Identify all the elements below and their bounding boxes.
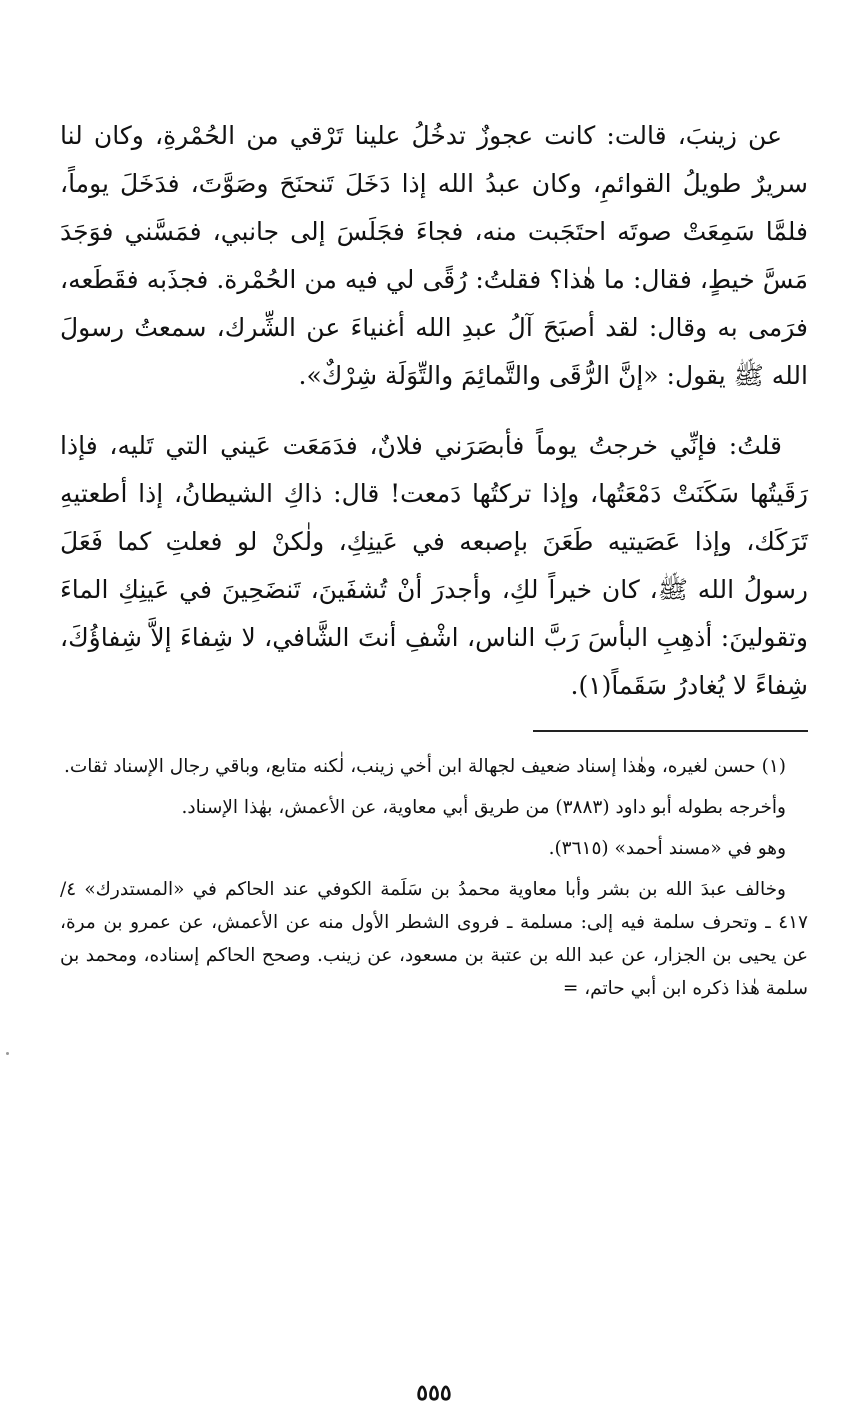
footnote-1: (١) حسن لغيره، وهٰذا إسناد ضعيف لجهالة ابن أخي زينب، لٰكنه متابع، وباقي رجال الإسناد ثقات. [63, 756, 786, 777]
footnote-paragraph-2: وأخرجه بطوله أبو داود (٣٨٨٣) من طريق أبي معاوية، عن الأعمش، بهٰذا الإسناد. [181, 797, 786, 818]
footnote-paragraph-3: وهو في «مسند أحمد» (٣٦١٥). [548, 838, 786, 859]
footnote-paragraph-4: وخالف عبدَ الله بن بشر وأبا معاوية محمدُ بن سَلَمة الكوفي عند الحاكم في «المستدرك» ٤/ ٤١٧ ـ وتحرف سلمة فيه إلى: مسلمة ـ فروى الشطر الأول منه عن الأعمش، عن عمرو بن مرة، عن يحيى بن الجزار، عن عبد الله بن عتبة بن مسعود، عن زينب. وصحح الحاكم إسناده، ومحمد بن سلمة هٰذا ذكره ابن أبي حاتم، = [60, 879, 808, 999]
main-paragraph-2: قلتُ: فإنِّي خرجتُ يوماً فأبصَرَني فلانٌ، فدَمَعَت عَيني التي تَليه، فإذا رَقَيتُها سَكَنَتْ دَمْعَتُها، وإذا تركتُها دَمعت! قال: ذاكِ الشيطانُ، إذا أطعتيهِ تَرَكَك، وإذا عَصَيتيه طَعَنَ بإصبعه في عَينِكِ، ولٰكنْ لو فعلتِ كما فَعَلَ رسولُ الله ﷺ، كان خيراً لكِ، وأجدرَ أنْ تُشفَينَ، تَنضَحِينَ في عَينِكِ الماءَ وتقولينَ: أذهِبِ البأسَ رَبَّ الناس، اشْفِ أنتَ الشَّافي، لا شِفاءَ إلاَّ شِفاؤُكَ، شِفاءً لا يُغادرُ سَقَماً(١). [60, 431, 808, 700]
footnotes [60, 750, 808, 1005]
main-text [60, 112, 808, 710]
margin-dot [6, 1052, 9, 1055]
footnote-divider [533, 730, 808, 732]
page-number: ٥٥٥ [416, 1380, 452, 1406]
main-paragraph-1: عن زينبَ، قالت: كانت عجوزٌ تدخُلُ علينا تَرْقي من الحُمْرةِ، وكان لنا سريرٌ طويلُ القوائمِ، وكان عبدُ الله إذا دَخَلَ تَنحنَحَ وصَوَّتَ، فدَخَلَ يوماً، فلمَّا سَمِعَتْ صوتَه احتَجَبت منه، فجاءَ فجَلَسَ إلى جانبي، فمَسَّني فوَجَدَ مَسَّ خيطٍ، فقال: ما هٰذا؟ فقلتُ: رُقًى لي فيه من الحُمْرة. فجذَبه فقَطَعه، فرَمى به وقال: لقد أصبَحَ آلُ عبدِ الله أغنياءَ عن الشِّرك، سمعتُ رسولَ الله ﷺ يقول: «إنَّ الرُّقَى والتَّمائِمَ والتِّوَلَة شِرْكٌ». [60, 121, 808, 390]
book-page [60, 112, 808, 1406]
